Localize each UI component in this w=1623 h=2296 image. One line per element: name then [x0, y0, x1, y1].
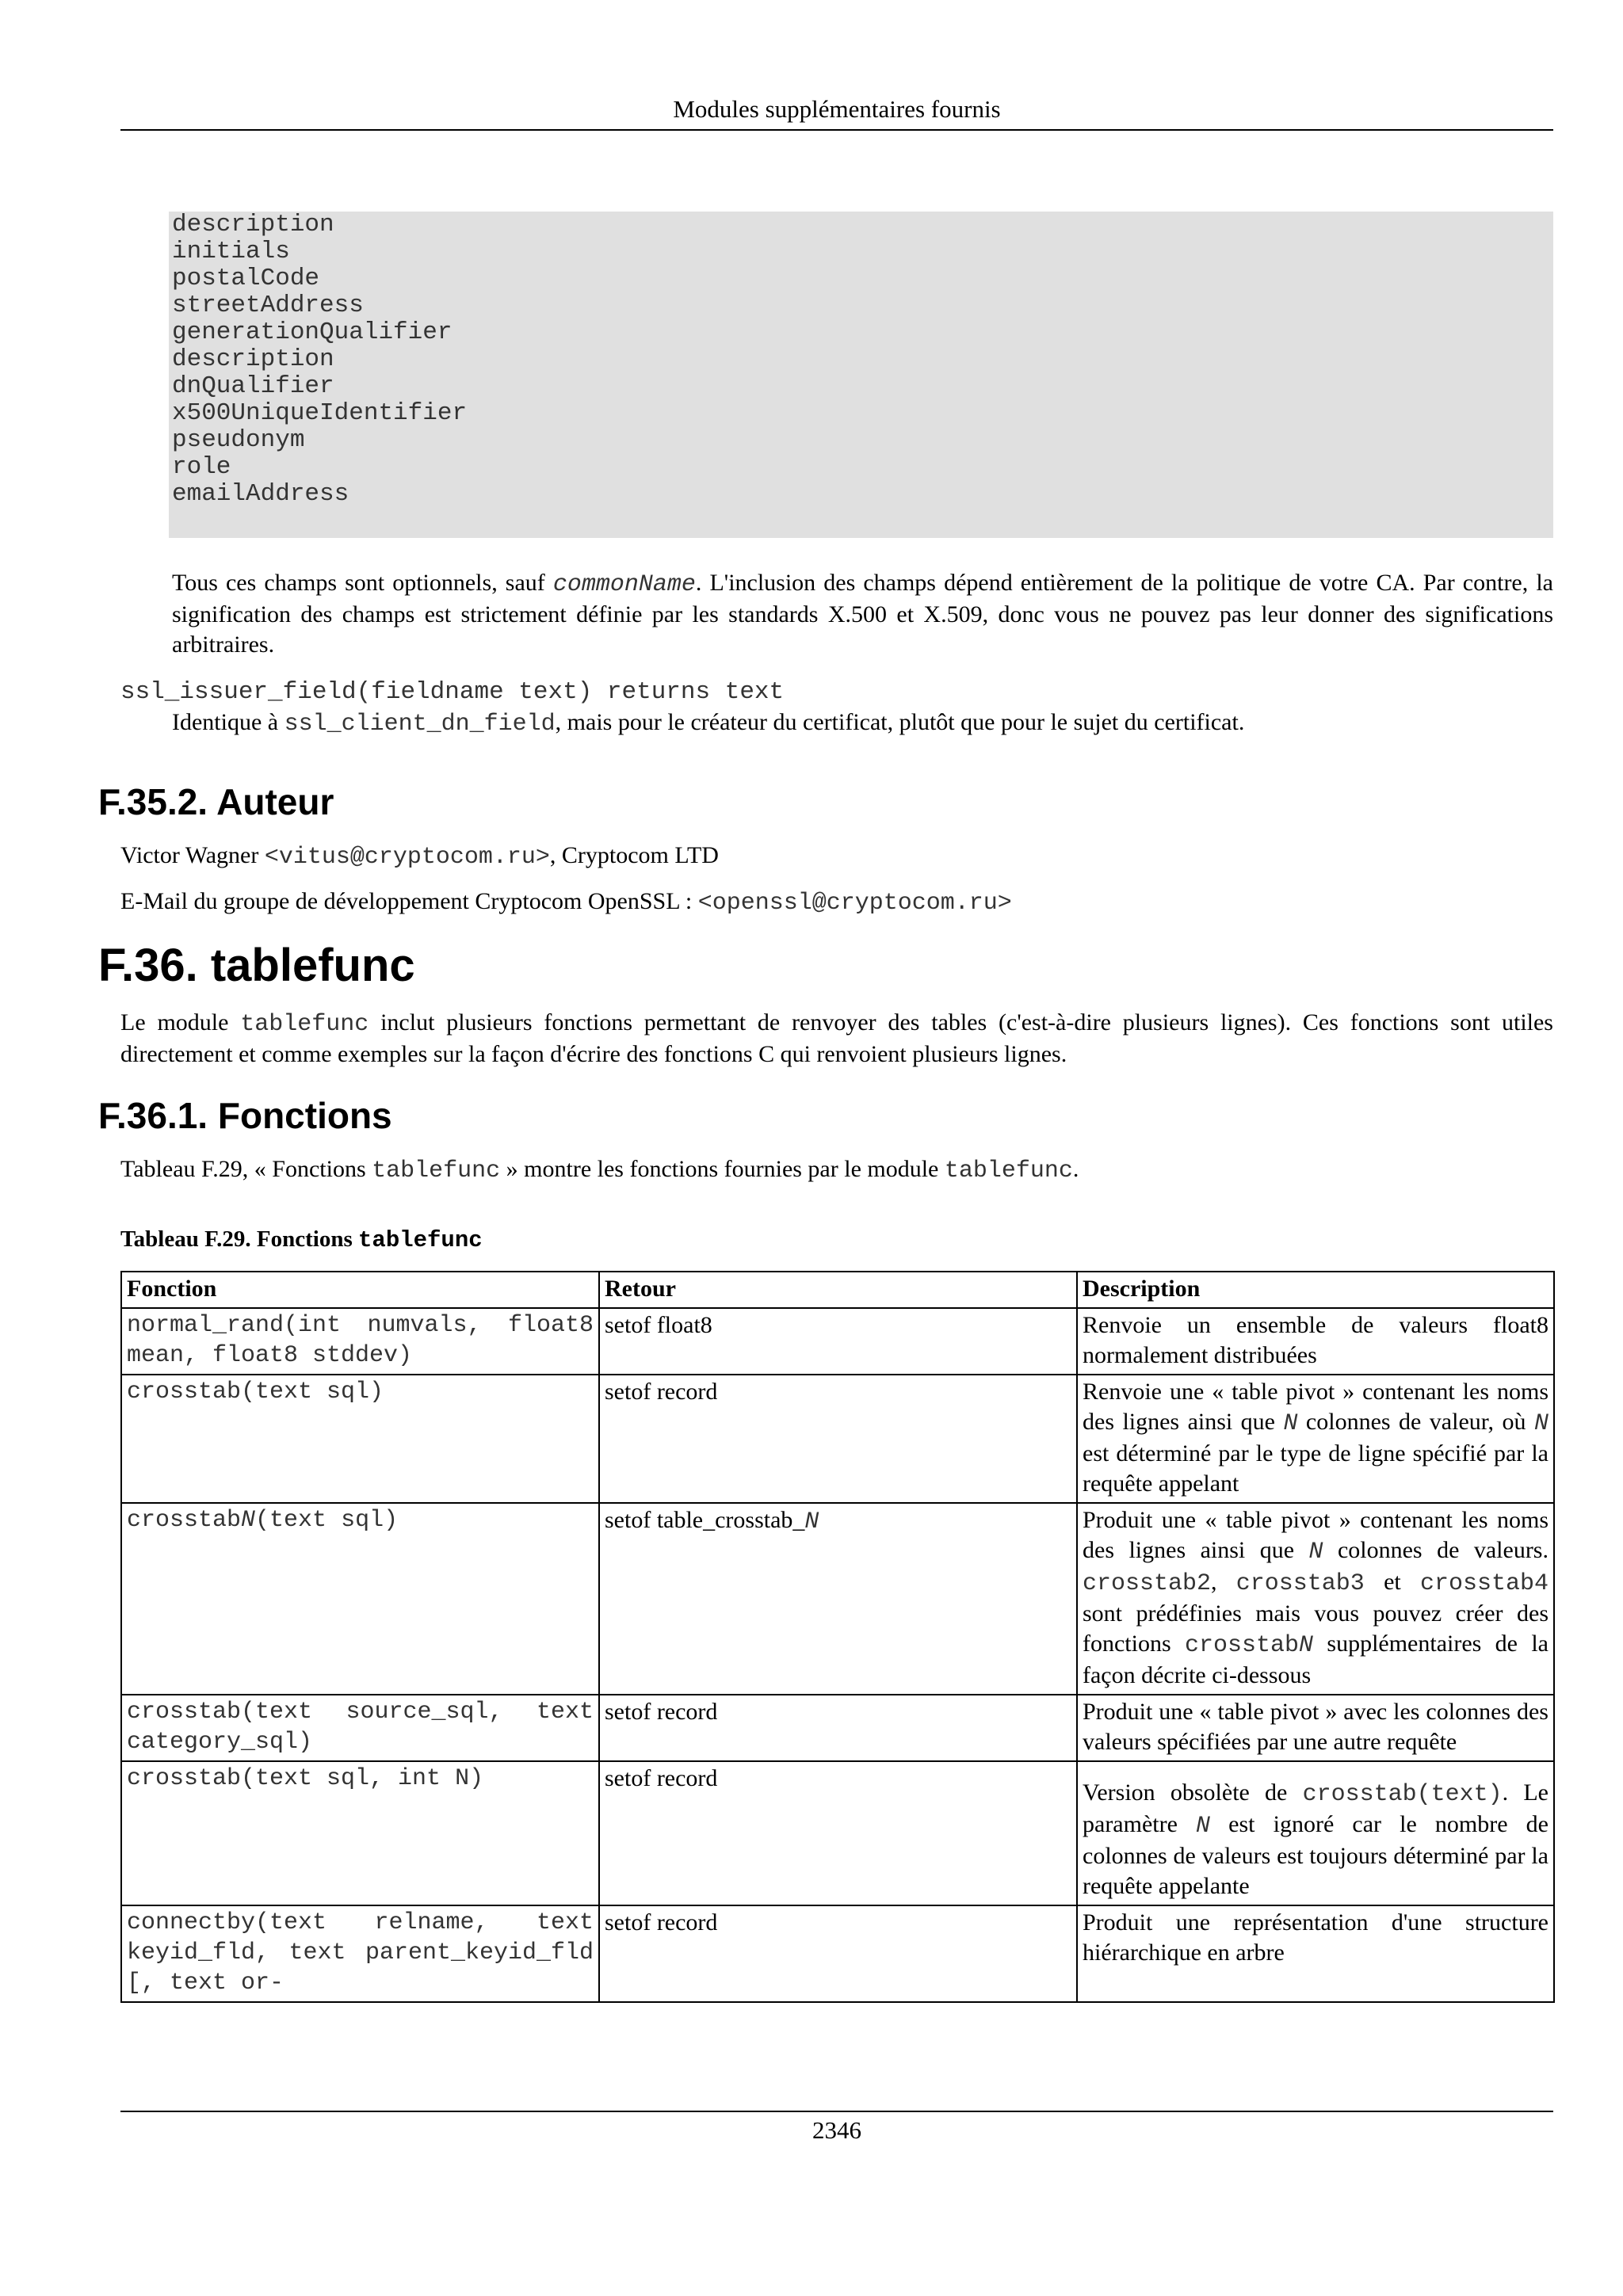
table-row [121, 1375, 1554, 1503]
return-cell: setof float8 [599, 1308, 1077, 1375]
tablefunc-intro [120, 1008, 1553, 1070]
text-run: (text sql) [255, 1507, 399, 1534]
page-number: 2346 [812, 2116, 861, 2144]
code-line: role [172, 453, 231, 481]
inline-code: N [1533, 1410, 1549, 1437]
table-row [121, 1761, 1554, 1905]
text-run: Tableau F.29. Fonctions [120, 1226, 359, 1252]
text-run: setof table_crosstab_ [605, 1507, 805, 1533]
inline-code: tablefunc [944, 1158, 1073, 1184]
text-run: . [1072, 1156, 1079, 1182]
footer-rule [120, 2111, 1553, 2112]
inline-code: crosstab4 [1419, 1570, 1549, 1597]
group-email-line [120, 887, 1553, 918]
table-caption [120, 1224, 483, 1256]
table-row [121, 1503, 1554, 1695]
text-run: Tableau F.29, « Fonctions [120, 1156, 372, 1182]
return-cell [599, 1503, 1077, 1695]
function-description [172, 707, 1553, 739]
description-cell [1077, 1503, 1554, 1695]
email-address: <vitus@cryptocom.ru> [264, 844, 550, 871]
code-line: dnQualifier [172, 372, 334, 400]
description-cell [1077, 1375, 1554, 1503]
column-header: Description [1077, 1272, 1554, 1308]
chapter-heading: F.36. tablefunc [98, 940, 415, 991]
inline-code: tablefunc [358, 1227, 483, 1253]
text-run: Tous ces champs sont optionnels, sauf [172, 570, 553, 596]
description-cell: Produit une « table pivot » avec les colonnes des valeurs spécifiées par une autre requête [1077, 1695, 1554, 1761]
placeholder-n: N [804, 1508, 819, 1535]
inline-code: crosstab [1185, 1632, 1300, 1659]
code-line: streetAddress [172, 292, 364, 319]
description-cell [1077, 1761, 1554, 1905]
text-run: Victor Wagner [120, 842, 265, 868]
inline-code: N [1308, 1539, 1323, 1566]
text-run: et [1364, 1569, 1420, 1595]
table-row [121, 1905, 1554, 2002]
description-cell: Produit une représentation d'une structure hiérarchique en arbre [1077, 1905, 1554, 2002]
text-run: est déterminé par le type de ligne spécifié par la requête appelant [1083, 1440, 1549, 1497]
code-line: description [172, 211, 334, 238]
inline-code: commonName [552, 571, 696, 598]
inline-code: crosstab2 [1083, 1570, 1212, 1597]
text-run: » montre les fonctions fournies par le module [500, 1156, 945, 1182]
text-run: est ignoré car le nombre de colonnes de valeurs est toujours déterminé par la requête appelante [1083, 1811, 1549, 1899]
text-run: , mais pour le créateur du certificat, plutôt que pour le sujet du certificat. [555, 709, 1245, 735]
text-run: supplémentaires de la façon décrite ci-dessous [1083, 1630, 1549, 1688]
code-line: description [172, 345, 334, 373]
description-cell: Renvoie un ensemble de valeurs float8 normalement distribuées [1077, 1308, 1554, 1375]
text-run: colonnes de valeur, où [1297, 1409, 1534, 1435]
inline-code: tablefunc [240, 1011, 369, 1038]
inline-code: crosstab(text) [1302, 1781, 1503, 1808]
function-cell: crosstab(text source_sql, text category_sql) [121, 1695, 599, 1761]
text-run: colonnes de valeurs. [1323, 1537, 1549, 1563]
code-block [169, 212, 1553, 538]
section-heading: F.35.2. Auteur [98, 781, 334, 822]
email-address: <openssl@cryptocom.ru> [697, 890, 1012, 917]
code-line: pseudonym [172, 426, 305, 454]
table-header-row [121, 1272, 1554, 1308]
text-run: , [1211, 1569, 1236, 1595]
inline-code: N [1196, 1813, 1211, 1840]
table-reference [120, 1154, 1553, 1186]
author-line [120, 841, 1553, 872]
inline-code: N [1283, 1410, 1298, 1437]
function-cell: normal_rand(int numvals, float8 mean, float8 stddev) [121, 1308, 599, 1375]
fields-note-paragraph [172, 568, 1553, 660]
section-heading: F.36.1. Fonctions [98, 1095, 392, 1136]
function-cell: connectby(text relname, text keyid_fld, text parent_keyid_fld [, text or- [121, 1905, 599, 2002]
return-cell: setof record [599, 1905, 1077, 2002]
inline-code: ssl_client_dn_field [284, 711, 556, 738]
inline-code: crosstab3 [1235, 1570, 1365, 1597]
function-signature: ssl_issuer_field(fieldname text) returns text [120, 678, 785, 706]
column-header: Fonction [121, 1272, 599, 1308]
function-cell: crosstab(text sql, int N) [121, 1761, 599, 1905]
text-run: Le module [120, 1009, 241, 1035]
return-cell: setof record [599, 1761, 1077, 1905]
return-cell: setof record [599, 1375, 1077, 1503]
code-line: emailAddress [172, 480, 349, 508]
inline-code: N [1299, 1632, 1314, 1659]
text-run: , Cryptocom LTD [549, 842, 719, 868]
table-row [121, 1695, 1554, 1761]
text-run: inclut plusieurs fonctions permettant de renvoyer des tables (c'est-à-dire plusieurs lignes). Ces fonctions sont utiles directement et comme exemples sur la façon d'écrire des fonctions C qui renvoient plusieurs lignes. [120, 1009, 1553, 1067]
text-run: . L'inclusion des champs dépend entièrement de la politique de votre CA. Par contre, la signification des champs est strictement définie par les standards X.500 et X.509, donc vous ne pouvez pas leur donner des significations arbitraires. [172, 570, 1553, 658]
code-line: generationQualifier [172, 318, 453, 346]
running-header: Modules supplémentaires fournis [673, 95, 1001, 123]
functions-table [120, 1271, 1555, 2003]
text-run: Identique à [172, 709, 285, 735]
column-header: Retour [599, 1272, 1077, 1308]
code-line: initials [172, 238, 290, 265]
code-line: postalCode [172, 265, 320, 292]
text-run: E-Mail du groupe de développement Cryptocom OpenSSL : [120, 888, 698, 914]
text-run: . Le paramètre [1083, 1779, 1549, 1837]
code-line: x500UniqueIdentifier [172, 399, 468, 427]
function-cell [121, 1503, 599, 1695]
return-cell: setof record [599, 1695, 1077, 1761]
text-run: Produit une « table pivot » contenant les noms des lignes ainsi que [1083, 1507, 1549, 1563]
function-cell: crosstab(text sql) [121, 1375, 599, 1503]
text-run: sont prédéfinies mais vous pouvez créer des fonctions [1083, 1600, 1549, 1657]
text-run: Version obsolète de [1083, 1779, 1303, 1806]
placeholder-n: N [241, 1507, 256, 1534]
text-run: Renvoie une « table pivot » contenant les noms des lignes ainsi que [1083, 1379, 1549, 1435]
text-run: crosstab [127, 1507, 242, 1534]
header-rule [120, 129, 1553, 131]
inline-code: tablefunc [372, 1158, 501, 1184]
table-row [121, 1308, 1554, 1375]
